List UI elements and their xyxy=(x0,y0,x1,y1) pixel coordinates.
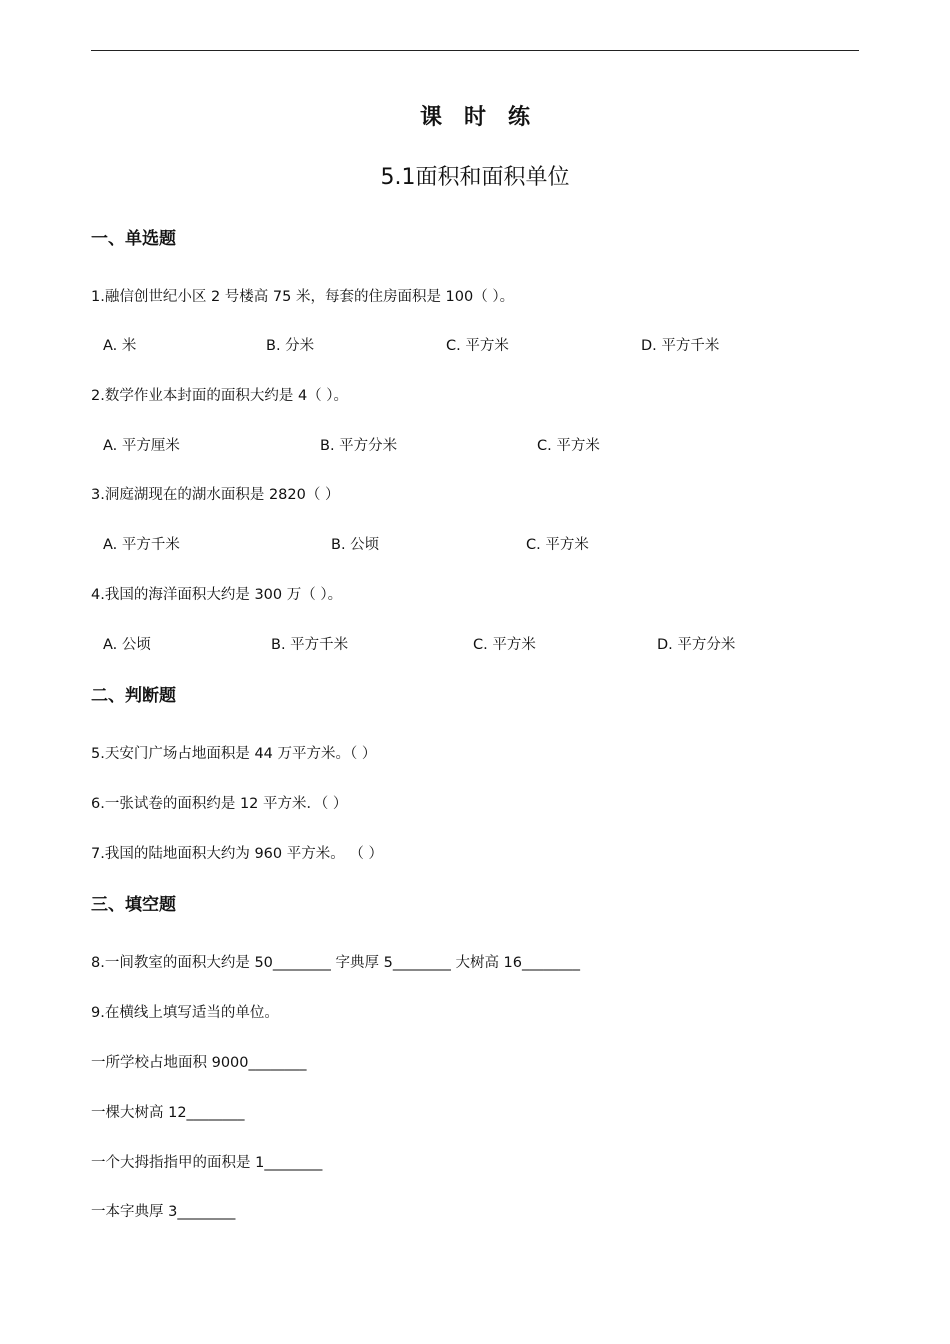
section-heading-single-choice: 一、单选题 xyxy=(91,229,176,249)
question-4-option-c[interactable]: C. 平方米 xyxy=(473,637,536,653)
question-3-option-c[interactable]: C. 平方米 xyxy=(526,537,589,553)
question-4-option-d[interactable]: D. 平方分米 xyxy=(657,637,736,653)
question-8: 8.一间教室的面积大约是 50________ 字典厚 5________ 大树高 16________ xyxy=(91,955,581,971)
question-4-option-b[interactable]: B. 平方千米 xyxy=(271,637,349,653)
question-7: 7.我国的陆地面积大约为 960 平方米。 （ ） xyxy=(91,846,383,862)
question-1-option-b[interactable]: B. 分米 xyxy=(266,338,315,354)
section-heading-fill-blank: 三、填空题 xyxy=(91,895,176,915)
header-rule xyxy=(91,50,859,51)
section-heading-true-false: 二、判断题 xyxy=(91,686,176,706)
question-1-option-c[interactable]: C. 平方米 xyxy=(446,338,509,354)
question-2: 2.数学作业本封面的面积大约是 4（ ）。 xyxy=(91,388,349,404)
question-1-option-a[interactable]: A. 米 xyxy=(103,338,137,354)
fill-line-thumbnail-area: 一个大拇指指甲的面积是 1________ xyxy=(91,1155,323,1171)
page-title: 课时练 xyxy=(419,105,552,130)
question-5: 5.天安门广场占地面积是 44 万平方米。（ ） xyxy=(91,746,377,762)
question-4: 4.我国的海洋面积大约是 300 万（ ）。 xyxy=(91,587,343,603)
page-subtitle: 5.1面积和面积单位 xyxy=(380,165,570,190)
fill-line-tree-height: 一棵大树高 12________ xyxy=(91,1105,245,1121)
question-6: 6.一张试卷的面积约是 12 平方米．（ ） xyxy=(91,796,348,812)
question-9: 9.在横线上填写适当的单位。 xyxy=(91,1005,279,1021)
question-4-option-a[interactable]: A. 公顷 xyxy=(103,637,151,653)
question-3-option-a[interactable]: A. 平方千米 xyxy=(103,537,180,553)
fill-line-dictionary-thickness: 一本字典厚 3________ xyxy=(91,1204,236,1220)
question-1: 1.融信创世纪小区 2 号楼高 75 米，每套的住房面积是 100（ ）。 xyxy=(91,289,515,305)
question-3-option-b[interactable]: B. 公顷 xyxy=(331,537,380,553)
question-1-option-d[interactable]: D. 平方千米 xyxy=(641,338,720,354)
fill-line-school-area: 一所学校占地面积 9000________ xyxy=(91,1055,307,1071)
question-3: 3.洞庭湖现在的湖水面积是 2820（ ） xyxy=(91,487,340,503)
question-2-option-a[interactable]: A. 平方厘米 xyxy=(103,438,180,454)
question-2-option-b[interactable]: B. 平方分米 xyxy=(320,438,398,454)
question-2-option-c[interactable]: C. 平方米 xyxy=(537,438,600,454)
